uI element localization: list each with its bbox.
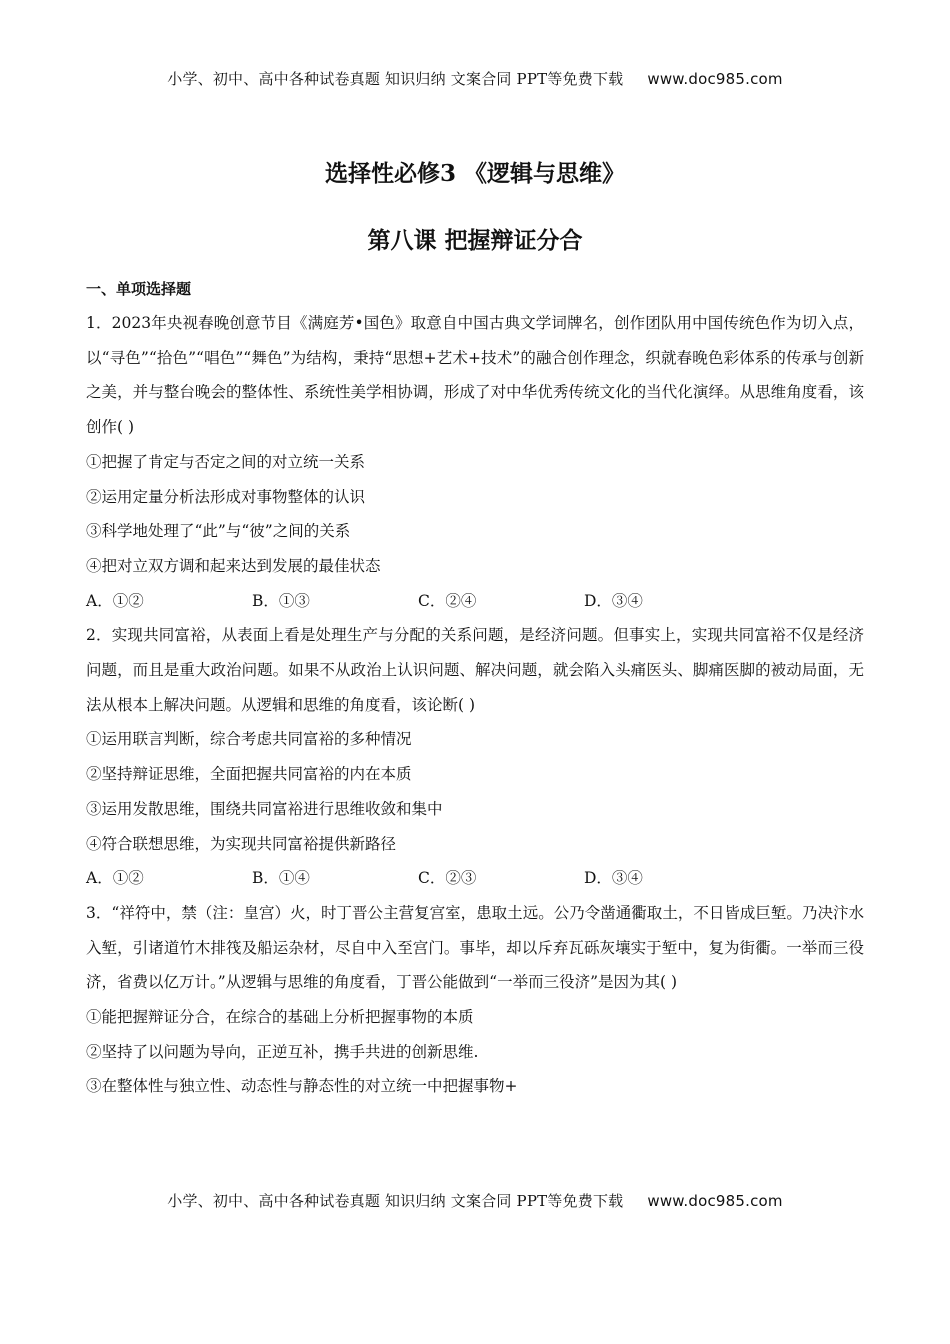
question-3-option-3: ③在整体性与独立性、动态性与静态性的对立统一中把握事物+ xyxy=(86,1077,518,1096)
footer-banner-site[interactable]: www.doc985.com xyxy=(647,1192,783,1210)
section-title: 一、单项选择题 xyxy=(86,280,192,298)
question-1-option-1: ①把握了肯定与否定之间的对立统一关系 xyxy=(86,452,366,471)
footer-banner-text: 小学、初中、高中各种试卷真题 知识归纳 文案合同 PPT等免费下载 xyxy=(167,1192,624,1210)
header-banner xyxy=(0,68,950,89)
question-1-choice-c[interactable]: C．②④ xyxy=(418,591,477,610)
question-2-choice-c[interactable]: C．②③ xyxy=(418,869,477,888)
question-2-option-2: ②坚持辩证思维，全面把握共同富裕的内在本质 xyxy=(86,765,412,784)
question-1-option-4: ④把对立双方调和起来达到发展的最佳状态 xyxy=(86,556,381,575)
banner-site[interactable]: www.doc985.com xyxy=(647,70,783,88)
question-2-choice-b[interactable]: B．①④ xyxy=(252,869,310,888)
question-1-choice-d[interactable]: D．③④ xyxy=(584,591,643,610)
document-title: 选择性必修3 《逻辑与思维》 xyxy=(324,160,625,187)
question-2-option-4: ④符合联想思维，为实现共同富裕提供新路径 xyxy=(86,834,397,853)
question-2-option-3: ③运用发散思维，围绕共同富裕进行思维收敛和集中 xyxy=(86,799,443,818)
question-list xyxy=(86,306,864,1104)
banner-text: 小学、初中、高中各种试卷真题 知识归纳 文案合同 PPT等免费下载 xyxy=(167,70,624,88)
question-1-option-3: ③科学地处理了“此”与“彼”之间的关系 xyxy=(86,522,351,541)
question-2-stem: 2．实现共同富裕，从表面上看是处理生产与分配的关系问题，是经济问题。但事实上，实现共同富裕不仅是经济问题，而且是重大政治问题。如果不从政治上认识问题、解决问题，就会陷入头痛医头、脚痛医脚的被动局面，无法从根本上解决问题。从逻辑和思维的角度看，该论断( ) xyxy=(86,626,864,714)
question-3-option-2: ②坚持了以问题为导向，正逆互补，携手共进的创新思维. xyxy=(86,1042,479,1061)
question-2-choice-a[interactable]: A．①② xyxy=(86,869,144,888)
question-2-option-1: ①运用联言判断，综合考虑共同富裕的多种情况 xyxy=(86,730,412,749)
footer-banner xyxy=(0,1190,950,1211)
question-1-option-2: ②运用定量分析法形成对事物整体的认识 xyxy=(86,487,366,506)
question-1-choices xyxy=(86,584,864,619)
lesson-title: 第八课 把握辩证分合 xyxy=(367,227,583,254)
question-1-stem: 1．2023年央视春晚创意节目《满庭芳•国色》取意自中国古典文学词牌名，创作团队用中国传统色作为切入点，以“寻色”“拾色”“唱色”“舞色”为结构，秉持“思想+艺术+技术”的融合创作理念，织就春晚色彩体系的传承与创新之美，并与整台晚会的整体性、系统性美学相协调，形成了对中华优秀传统文化的当代化演绎。从思维角度看，该创作( ) xyxy=(86,314,864,437)
question-1-choice-b[interactable]: B．①③ xyxy=(252,591,310,610)
question-2-choice-d[interactable]: D．③④ xyxy=(584,869,643,888)
question-2-choices xyxy=(86,861,864,896)
question-3-option-1: ①能把握辩证分合，在综合的基础上分析把握事物的本质 xyxy=(86,1008,474,1027)
question-3-stem: 3．“祥符中，禁（注：皇宫）火，时丁晋公主营复宫室，患取土远。公乃令凿通衢取土，不日皆成巨堑。乃决汴水入堑，引诸道竹木排筏及船运杂材，尽自中入至宫门。事毕，却以斥弃瓦砾灰壤实于堑中，复为街衢。一举而三役济，省费以亿万计。”从逻辑与思维的角度看，丁晋公能做到“一举而三役济”是因为其( ) xyxy=(86,903,864,992)
question-1-choice-a[interactable]: A．①② xyxy=(86,591,144,610)
